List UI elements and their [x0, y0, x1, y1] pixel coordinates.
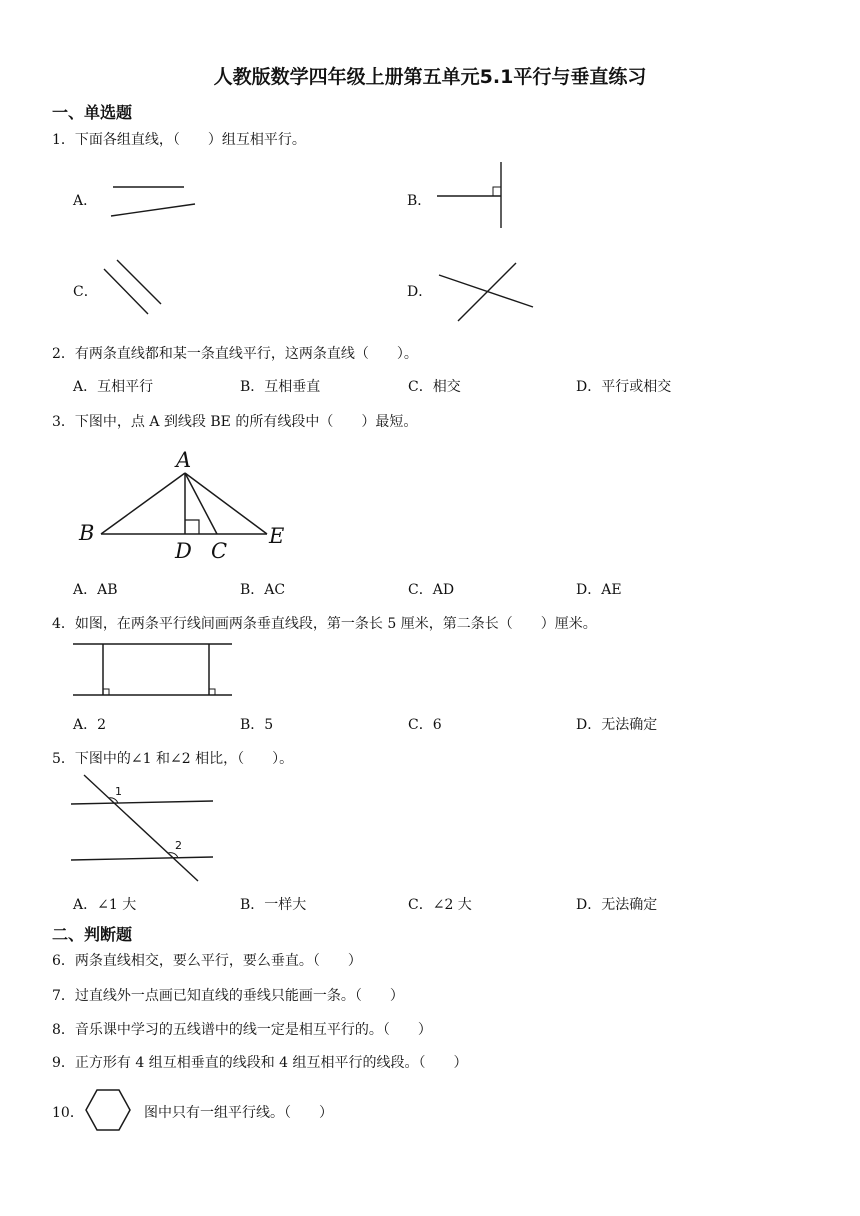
q1-b-right-angle-mark [493, 187, 501, 196]
q3-segment-ac [185, 473, 217, 534]
q1-option-c-figure [95, 252, 175, 317]
q10-hexagon-figure [82, 1087, 134, 1135]
q4-right-angle-mark-1 [103, 689, 109, 695]
question-10-text: 图中只有一组平行线。（ ） [144, 1105, 333, 1121]
q5-angle-2-label: 2 [175, 839, 182, 852]
q1-option-d-label: D． [407, 284, 433, 300]
q3-label-c: C [211, 539, 228, 563]
question-8-text: 8．音乐课中学习的五线谱中的线一定是相互平行的。（ ） [52, 1022, 432, 1038]
question-1-text: 1．下面各组直线，（ ）组互相平行。 [52, 132, 306, 148]
q4-right-angle-mark-2 [209, 689, 215, 695]
q5-option-c: C．∠2 大 [408, 897, 472, 913]
q10-hexagon-shape [86, 1090, 130, 1130]
q3-option-c: C．AD [408, 582, 455, 598]
q3-option-b: B．AC [240, 582, 286, 598]
q5-angles-figure [68, 772, 218, 884]
q5-transversal-line [84, 775, 198, 881]
q5-angle-1-label: 1 [115, 785, 122, 798]
section-heading-single-choice: 一、单选题 [52, 103, 133, 122]
q3-label-e: E [269, 524, 285, 548]
q5-option-a: A．∠1 大 [73, 897, 137, 913]
q1-c-line-2 [117, 260, 161, 304]
q4-parallel-lines-figure [70, 638, 240, 703]
q3-option-d: D．AE [576, 582, 622, 598]
q1-option-c-label: C． [73, 284, 98, 300]
q1-option-a-label: A． [73, 193, 98, 209]
q5-bottom-parallel-line [71, 857, 213, 860]
section-heading-true-false: 二、判断题 [52, 925, 133, 944]
q1-option-a-figure [100, 176, 210, 226]
question-5-text: 5．下图中的∠1 和∠2 相比，（ ）。 [52, 751, 294, 767]
question-6-text: 6．两条直线相交，要么平行，要么垂直。（ ） [52, 953, 362, 969]
q3-segment-ae [185, 473, 267, 534]
q1-c-line-1 [104, 269, 148, 314]
question-4-text: 4．如图，在两条平行线间画两条垂直线段，第一条长 5 厘米，第二条长（ ）厘米。 [52, 616, 597, 632]
q4-option-b: B．5 [240, 717, 274, 733]
q1-d-line-1 [439, 275, 533, 307]
q3-right-angle-mark [185, 520, 199, 534]
q3-label-a: A [176, 448, 192, 472]
q5-option-d: D．无法确定 [576, 897, 658, 913]
q1-a-line-2 [111, 204, 195, 216]
q2-option-c: C．相交 [408, 379, 461, 395]
question-2-text: 2．有两条直线都和某一条直线平行，这两条直线（ ）。 [52, 346, 418, 362]
q3-segment-ab [101, 473, 185, 534]
q1-option-b-figure [430, 160, 520, 235]
q1-d-line-2 [458, 263, 516, 321]
question-10-number: 10． [52, 1105, 84, 1121]
page-title: 人教版数学四年级上册第五单元5.1平行与垂直练习 [213, 66, 647, 88]
q1-option-b-label: B． [407, 193, 432, 209]
q3-label-b: B [79, 521, 95, 545]
q2-option-a: A．互相平行 [73, 379, 154, 395]
q3-triangle-figure [70, 445, 300, 570]
q4-option-a: A．2 [73, 717, 107, 733]
question-7-text: 7．过直线外一点画已知直线的垂线只能画一条。（ ） [52, 988, 404, 1004]
q5-top-parallel-line [71, 801, 213, 804]
q2-option-d: D．平行或相交 [576, 379, 672, 395]
question-3-text: 3．下图中，点 A 到线段 BE 的所有线段中（ ）最短。 [52, 414, 418, 430]
q1-option-d-figure [430, 258, 540, 328]
q3-option-a: A．AB [73, 582, 118, 598]
q4-option-d: D．无法确定 [576, 717, 658, 733]
q4-option-c: C．6 [408, 717, 442, 733]
q2-option-b: B．互相垂直 [240, 379, 321, 395]
q5-option-b: B．一样大 [240, 897, 307, 913]
q3-label-d: D [175, 539, 192, 563]
question-9-text: 9．正方形有 4 组互相垂直的线段和 4 组互相平行的线段。（ ） [52, 1055, 468, 1071]
